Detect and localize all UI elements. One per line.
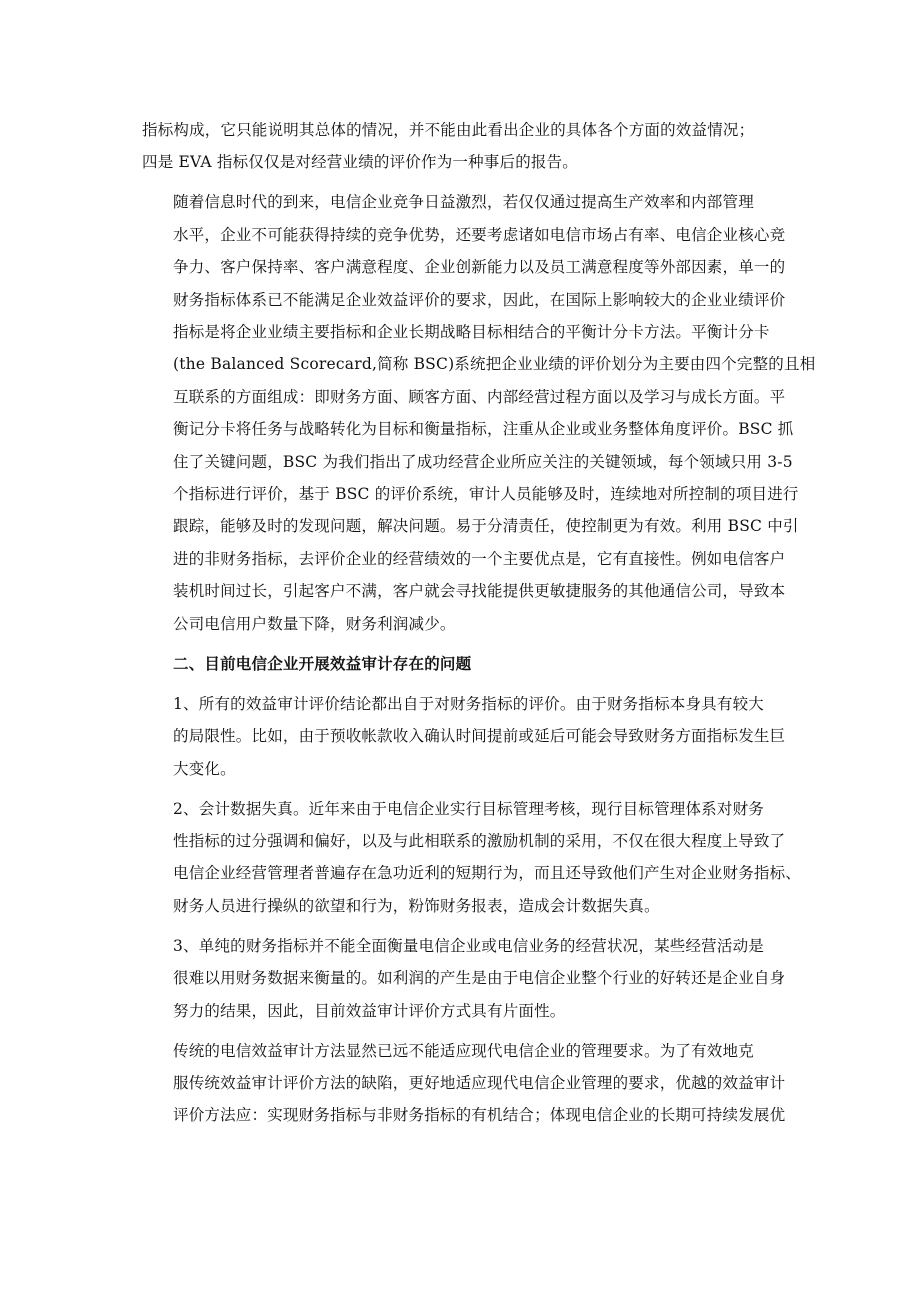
text-line: 衡记分卡将任务与战略转化为目标和衡量指标，注重从企业或业务整体角度评价。BSC 抓 — [173, 420, 794, 439]
text-line: 3、单纯的财务指标并不能全面衡量电信企业或电信业务的经营状况，某些经营活动是 — [173, 936, 764, 955]
text-line: 水平，企业不可能获得持续的竞争优势，还要考虑诸如电信市场占有率、电信企业核心竞 — [173, 225, 786, 244]
text-line: 评价方法应：实现财务指标与非财务指标的有机结合；体现电信企业的长期可持续发展优 — [173, 1106, 786, 1125]
text-line: 传统的电信效益审计方法显然已远不能适应现代电信企业的管理要求。为了有效地克 — [173, 1041, 754, 1060]
text-line: 服传统效益审计评价方法的缺陷，更好地适应现代电信企业管理的要求，优越的效益审计 — [173, 1073, 786, 1092]
paragraph-conclusion — [142, 1035, 786, 1132]
text-line: 大变化。 — [173, 759, 236, 778]
text-line: 四是 EVA 指标仅仅是对经营业绩的评价作为一种事后的报告。 — [142, 153, 579, 172]
text-line: 1、所有的效益审计评价结论都出自于对财务指标的评价。由于财务指标本身具有较大 — [173, 694, 764, 713]
text-line: 2、会计数据失真。近年来由于电信企业实行目标管理考核，现行目标管理体系对财务 — [173, 799, 764, 818]
text-line: 公司电信用户数量下降，财务利润减少。 — [173, 614, 456, 633]
document-body — [142, 114, 816, 1139]
text-line: 财务人员进行操纵的欲望和行为，粉饰财务报表，造成会计数据失真。 — [173, 896, 660, 915]
text-line: 努力的结果，因此，目前效益审计评价方式具有片面性。 — [173, 1001, 566, 1020]
paragraph-bsc-intro — [142, 186, 816, 640]
text-line: 很难以用财务数据来衡量的。如利润的产生是由于电信企业整个行业的好转还是企业自身 — [173, 969, 786, 988]
text-line: 财务指标体系已不能满足企业效益评价的要求，因此，在国际上影响较大的企业业绩评价 — [173, 290, 786, 309]
text-line: 住了关键问题，BSC 为我们指出了成功经营企业所应关注的关键领域，每个领域只用 3-5 — [173, 452, 793, 471]
text-line: 的局限性。比如，由于预收帐款收入确认时间提前或延后可能会导致财务方面指标发生巨 — [173, 727, 786, 746]
text-line: (the Balanced Scorecard,简称 BSC)系统把企业业绩的评价划分为主要由四个完整的且相 — [173, 355, 816, 374]
text-line: 争力、客户保持率、客户满意程度、企业创新能力以及员工满意程度等外部因素，单一的 — [173, 258, 786, 277]
text-line: 指标是将企业业绩主要指标和企业长期战略目标相结合的平衡计分卡方法。平衡计分卡 — [173, 323, 770, 342]
text-line: 电信企业经营管理者普遍存在急功近利的短期行为，而且还导致他们产生对企业财务指标、 — [173, 864, 802, 883]
text-line: 性指标的过分强调和偏好，以及与此相联系的激励机制的采用，不仅在很大程度上导致了 — [173, 831, 786, 850]
paragraph-point-1 — [142, 688, 786, 785]
section-heading — [142, 648, 782, 680]
text-line: 装机时间过长，引起客户不满，客户就会寻找能提供更敏捷服务的其他通信公司，导致本 — [173, 582, 786, 601]
paragraph-point-3 — [142, 930, 786, 1027]
heading-text: 二、目前电信企业开展效益审计存在的问题 — [173, 654, 472, 673]
text-line: 进的非财务指标，去评价企业的经营绩效的一个主要优点是，它有直接性。例如电信客户 — [173, 549, 786, 568]
text-line: 指标构成，它只能说明其总体的情况，并不能由此看出企业的具体各个方面的效益情况； — [142, 121, 755, 139]
text-line: 随着信息时代的到来，电信企业竞争日益激烈，若仅仅通过提高生产效率和内部管理 — [173, 193, 754, 212]
paragraph-point-2 — [142, 793, 802, 923]
text-line: 个指标进行评价，基于 BSC 的评价系统，审计人员能够及时，连续地对所控制的项目进行 — [173, 485, 799, 504]
text-line: 互联系的方面组成：即财务方面、顾客方面、内部经营过程方面以及学习与成长方面。平 — [173, 387, 786, 406]
text-line: 跟踪，能够及时的发现问题，解决问题。易于分清责任，使控制更为有效。利用 BSC 中引 — [173, 517, 799, 536]
paragraph-continuation — [142, 114, 782, 179]
